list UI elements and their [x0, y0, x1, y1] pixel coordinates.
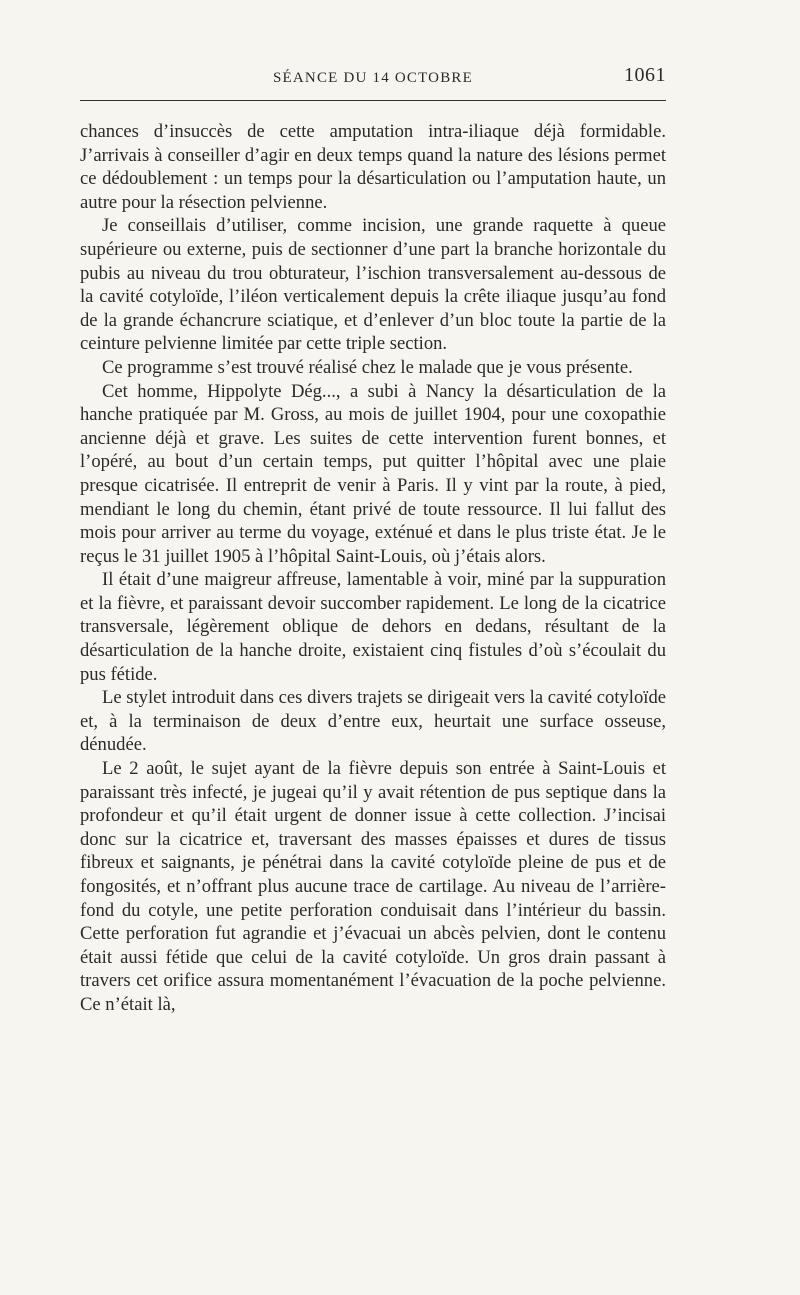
paragraph-2: Je conseillais d’utiliser, comme incision, une grande raquette à queue supérieure ou externe, puis de sectionner d’une part la branche horizontale du pubis au niveau du trou obturateur, l’ischion transversalement au-dessous de la cavité cotyloïde, l’iléon verticalement depuis la crête iliaque jusqu’au fond de la grande échancrure sciatique, et d’enlever d’un bloc toute la partie de la ceinture pelvienne limitée par cette triple section.	[80, 215, 666, 355]
paragraph-4: Cet homme, Hippolyte Dég..., a subi à Nancy la désarticulation de la hanche pratiquée par M. Gross, au mois de juillet 1904, pour une coxopathie ancienne déjà et grave. Les suites de cette intervention furent bonnes, et l’opéré, au bout d’un certain temps, put quitter l’hôpital avec une plaie presque cicatrisée. Il entreprit de venir à Paris. Il y vint par la route, à pied, mendiant le long du chemin, étant privé de toute ressource. Il lui fallut des mois pour arriver au terme du voyage, exténué et dans le plus triste état. Je le reçus le 31 juillet 1905 à l’hôpital Saint-Louis, où j’étais alors.	[80, 380, 666, 567]
paragraph-6: Le stylet introduit dans ces divers trajets se dirigeait vers la cavité cotyloïde et, à la terminaison de deux d’entre eux, heurtait une surface osseuse, dénudée.	[80, 687, 666, 756]
body-text	[80, 120, 666, 1017]
paragraph-7: Le 2 août, le sujet ayant de la fièvre depuis son entrée à Saint-Louis et paraissant très infecté, je jugeai qu’il y avait rétention de pus septique dans la profondeur et qu’il était urgent de donner issue à cette collection. J’incisai donc sur la cicatrice et, traversant des masses épaisses et dures de tissus fibreux et saignants, je pénétrai dans la cavité cotyloïde pleine de pus et de fongosités, et n’offrant plus aucune trace de cartilage. Au niveau de l’arrière-fond du cotyle, une petite perforation conduisait dans l’intérieur du bassin. Cette perforation fut agrandie et j’évacuai un abcès pelvien, dont le contenu était aussi fétide que celui de la cavité cotyloïde. Un gros drain passant à travers cet orifice assura momentanément l’évacuation de la poche pelvienne. Ce n’était là,	[80, 758, 666, 1015]
paragraph-5: Il était d’une maigreur affreuse, lamentable à voir, miné par la suppuration et la fièvre, et paraissant devoir succomber rapidement. Le long de la cicatrice transversale, légèrement oblique de dehors en dedans, résultant de la désarticulation de la hanche droite, existaient cinq fistules d’où s’écoulait du pus fétide.	[80, 569, 666, 685]
running-title: SÉANCE DU 14 OCTOBRE	[273, 70, 473, 86]
page-number: 1061	[624, 64, 666, 86]
paragraph-1: chances d’insuccès de cette amputation intra-iliaque déjà formidable. J’arrivais à conseiller d’agir en deux temps quand la nature des lésions permet ce dédoublement : un temps pour la désarticulation ou l’amputation haute, un autre pour la résection pelvienne.	[80, 121, 666, 213]
paragraph-3: Ce programme s’est trouvé réalisé chez le malade que je vous présente.	[102, 356, 633, 378]
header-rule	[80, 100, 666, 101]
running-header	[80, 66, 666, 102]
